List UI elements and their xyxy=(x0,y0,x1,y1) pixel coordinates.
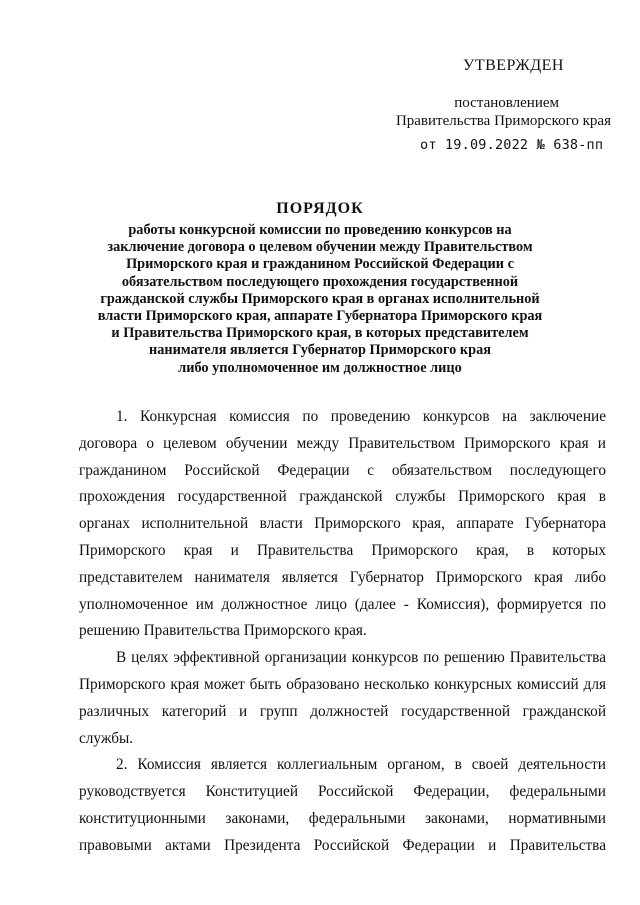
body-line: представителем нанимателя является Губернатор Приморского края либо xyxy=(79,568,606,586)
date-number-stamp: от 19.09.2022 № 638-пп xyxy=(420,137,604,153)
subtitle-line: и Правительства Приморского края, в которых представителем xyxy=(111,325,529,342)
body-line: различных категорий и групп должностей государственной гражданской xyxy=(79,702,606,720)
body-line: 2. Комиссия является коллегиальным органом, в своей деятельности xyxy=(116,756,606,774)
subtitle-line: либо уполномоченное им должностное лицо xyxy=(178,359,462,376)
body-line: органах исполнительной власти Приморского края, аппарате Губернатора xyxy=(79,515,606,533)
subtitle-line: Приморского края и гражданином Российской Федерации с xyxy=(126,256,514,273)
body-line: Приморского края может быть образовано несколько конкурсных комиссий для xyxy=(79,675,606,693)
subtitle-line: гражданской службы Приморского края в органах исполнительной xyxy=(100,290,540,307)
document-body xyxy=(79,408,606,864)
subtitle-line: власти Приморского края, аппарате Губернатора Приморского края xyxy=(97,308,543,325)
body-line: правовыми актами Президента Российской Федерации и Правительства xyxy=(79,836,606,854)
body-line: решению Правительства Приморского края. xyxy=(79,622,367,640)
body-line: договора о целевом обучении между Правительством Приморского края и xyxy=(79,434,606,452)
body-line: уполномоченное им должностное лицо (далее - Комиссия), формируется по xyxy=(79,595,606,613)
body-line: службы. xyxy=(79,729,134,747)
document-title: ПОРЯДОК xyxy=(276,200,364,217)
body-line: прохождения государственной гражданской службы Приморского края в xyxy=(79,488,606,506)
document-subtitle xyxy=(0,222,640,377)
body-line: гражданином Российской Федерации с обязательством последующего xyxy=(79,461,606,479)
approval-block xyxy=(311,94,611,130)
subtitle-line: нанимателя является Губернатор Приморского края xyxy=(149,342,491,359)
approval-line-2: Правительства Приморского края xyxy=(395,113,611,129)
subtitle-line: обязательством последующего прохождения государственной xyxy=(121,273,519,290)
approval-heading: УТВЕРЖДЕН xyxy=(463,57,564,74)
body-line: В целях эффективной организации конкурсов по решению Правительства xyxy=(116,649,606,667)
subtitle-line: работы конкурсной комиссии по проведению конкурсов на xyxy=(128,222,512,238)
subtitle-line: заключение договора о целевом обучении между Правительством xyxy=(107,239,533,256)
approval-line-1: постановлением xyxy=(454,95,559,111)
body-line: конституционными законами, федеральными законами, нормативными xyxy=(79,809,606,827)
body-line: руководствуется Конституцией Российской Федерации, федеральными xyxy=(79,783,606,801)
body-line: 1. Конкурсная комиссия по проведению конкурсов на заключение xyxy=(116,408,606,425)
body-line: Приморского края и Правительства Приморского края, в которых xyxy=(79,541,606,559)
